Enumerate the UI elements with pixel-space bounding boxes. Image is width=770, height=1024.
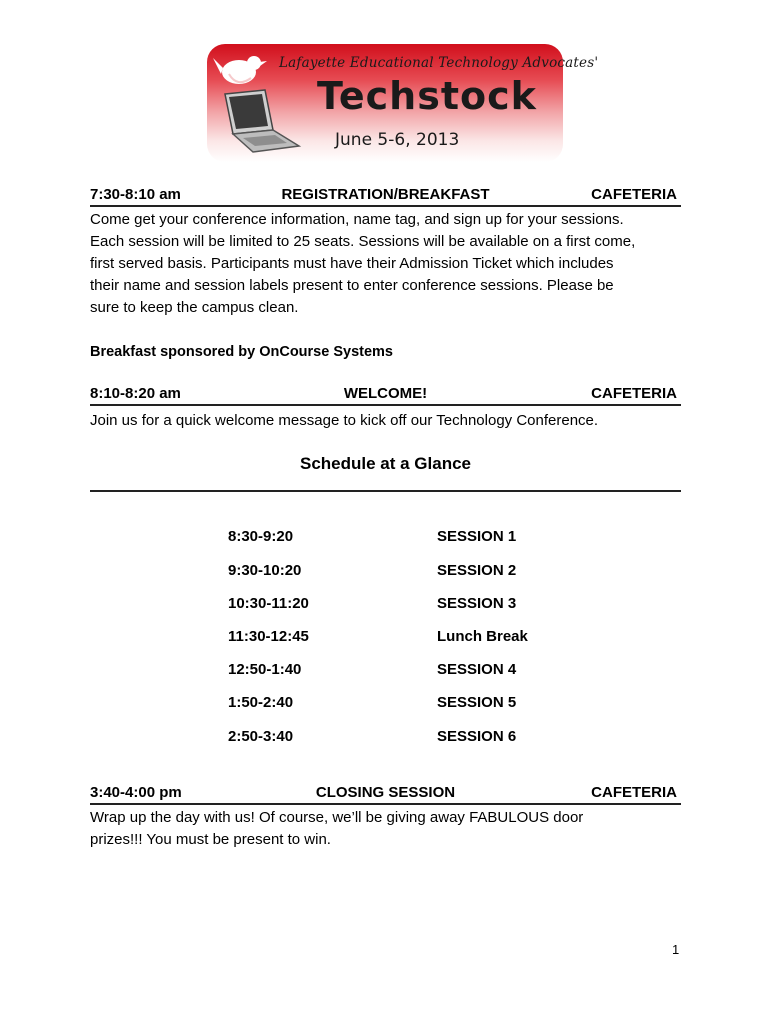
registration-time: 7:30-8:10 am (90, 186, 181, 203)
banner-title: Techstock (317, 74, 537, 118)
banner-date: June 5-6, 2013 (335, 130, 460, 150)
registration-label: REGISTRATION/BREAKFAST (281, 186, 490, 203)
schedule-session: SESSION 2 (437, 562, 517, 579)
welcome-description: Join us for a quick welcome message to kick off our Technology Conference. (90, 412, 599, 429)
schedule-time: 10:30-11:20 (228, 595, 309, 612)
banner-subtitle: Lafayette Educational Technology Advocates' (279, 55, 599, 71)
schedule-title: Schedule at a Glance (299, 454, 471, 473)
registration-line: Come get your conference information, name tag, and sign up for your sessions. (90, 211, 624, 228)
registration-description (90, 209, 690, 319)
schedule-session: SESSION 5 (437, 694, 517, 711)
closing-line: Wrap up the day with us! Of course, we’ll be giving away FABULOUS door (90, 809, 584, 826)
welcome-place: CAFETERIA (591, 385, 677, 402)
schedule-time: 12:50-1:40 (228, 661, 302, 678)
welcome-label: WELCOME! (343, 385, 428, 402)
closing-time: 3:40-4:00 pm (90, 784, 182, 801)
schedule-session: SESSION 6 (437, 728, 517, 745)
dove-icon (213, 56, 267, 84)
closing-label: CLOSING SESSION (315, 784, 456, 801)
closing-place: CAFETERIA (591, 784, 677, 801)
schedule-session: SESSION 1 (437, 528, 517, 545)
breakfast-sponsor: Breakfast sponsored by OnCourse Systems (90, 344, 393, 360)
techstock-banner (207, 44, 599, 162)
registration-header (90, 185, 681, 207)
registration-line: Each session will be limited to 25 seats. Sessions will be available on a first come, (90, 233, 636, 250)
closing-description (90, 807, 690, 851)
welcome-time: 8:10-8:20 am (90, 385, 181, 402)
registration-place: CAFETERIA (591, 186, 677, 203)
schedule-time: 8:30-9:20 (228, 528, 294, 545)
registration-line: their name and session labels present to enter conference sessions. Please be (90, 277, 614, 294)
closing-header (90, 783, 681, 805)
schedule-time: 9:30-10:20 (228, 562, 302, 579)
registration-line: first served basis. Participants must have their Admission Ticket which includes (90, 255, 614, 272)
page-number: 1 (672, 942, 680, 957)
registration-line: sure to keep the campus clean. (90, 299, 299, 316)
schedule-time: 2:50-3:40 (228, 728, 294, 745)
schedule-session: SESSION 4 (437, 661, 517, 678)
schedule-time: 11:30-12:45 (228, 628, 309, 645)
closing-line: prizes!!! You must be present to win. (90, 831, 331, 848)
schedule-session: Lunch Break (437, 628, 528, 645)
welcome-header (90, 384, 681, 406)
laptop-icon (225, 90, 299, 152)
schedule-time: 1:50-2:40 (228, 694, 294, 711)
schedule-divider (90, 490, 681, 492)
schedule-session: SESSION 3 (437, 595, 517, 612)
